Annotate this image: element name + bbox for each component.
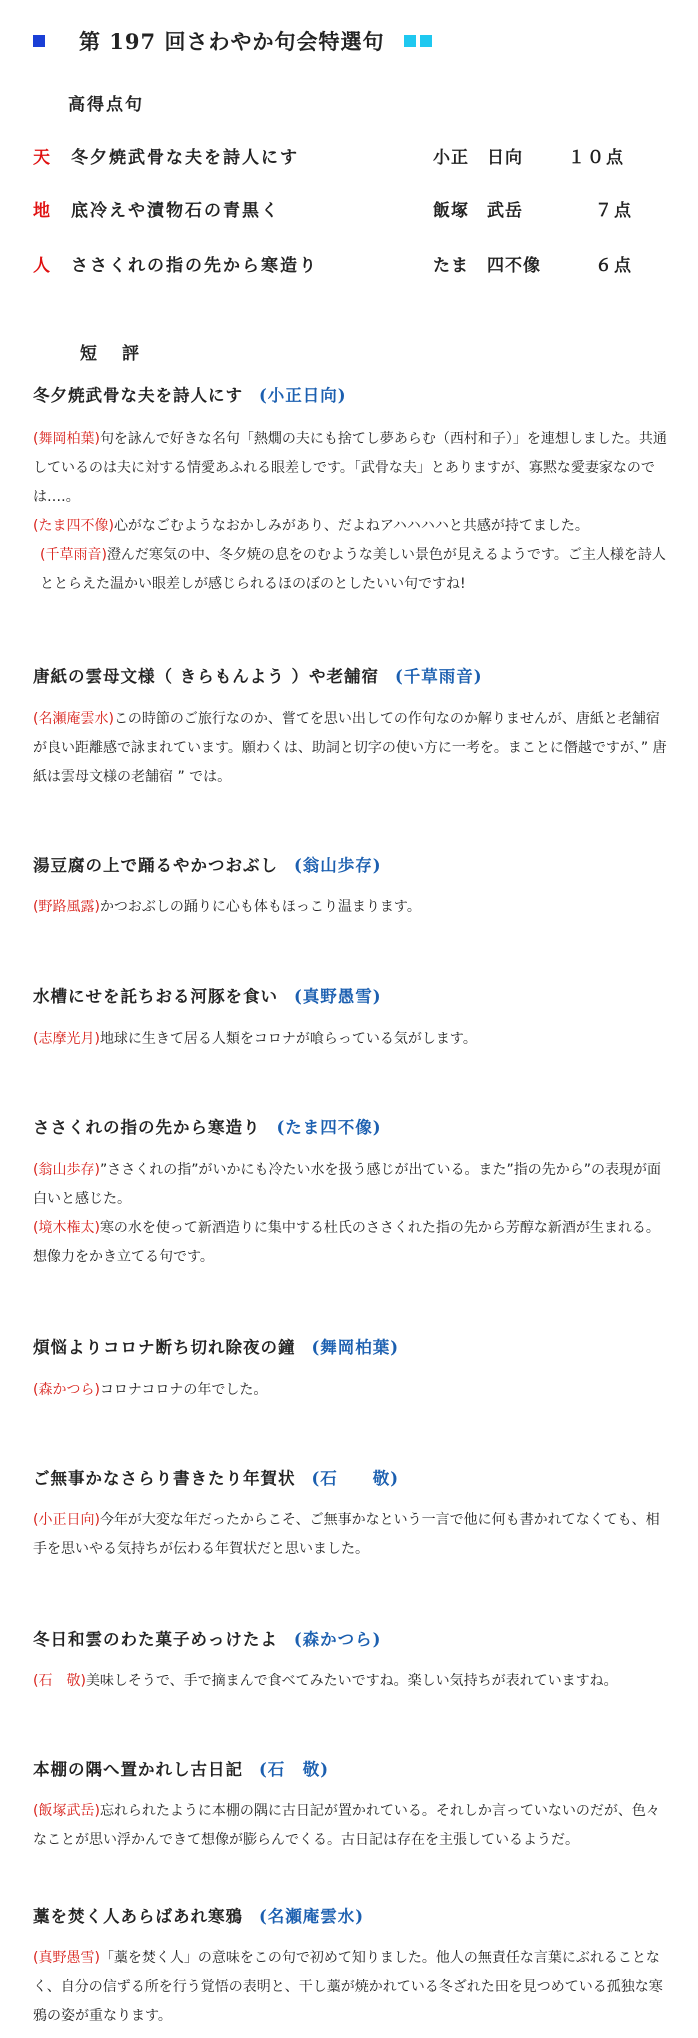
comment-text: 心がなごむようなおかしみがあり、だよねアハハハハと共感が持てました。 [113, 518, 589, 534]
comment [33, 512, 673, 541]
comment [33, 893, 673, 922]
poem-author: (真野愚雪) [294, 987, 382, 1006]
commenter: (石 敬) [33, 1673, 86, 1689]
page-header [33, 26, 432, 56]
poem-author: (石 敬) [259, 1760, 330, 1779]
rank-points: ７点 [595, 201, 633, 221]
comment-text: ”ささくれの指”がいかにも冷たい水を扱う感じが出ている。また”指の先から”の表現が面白いと感じた。 [33, 1162, 661, 1207]
section-comments [33, 1797, 673, 1855]
comment [33, 1214, 673, 1272]
poem-text: 冬夕焼武骨な夫を詩人にす [33, 386, 243, 405]
commenter: (真野愚雪) [33, 1950, 100, 1966]
rank-mark: 地 [33, 201, 50, 221]
rank-row-chi [33, 196, 673, 222]
comment-text: コロナコロナの年でした。 [99, 1382, 268, 1398]
commenter: (野路風露) [33, 899, 100, 915]
section-poem [33, 1903, 364, 1927]
comment [33, 1944, 673, 2031]
commenter: (千草雨音) [40, 547, 107, 563]
section-comments [33, 705, 673, 792]
poem-text: 本棚の隅へ置かれし古日記 [33, 1760, 243, 1779]
comment [33, 1376, 673, 1405]
blue-square-icon [33, 35, 45, 47]
comment [33, 425, 673, 512]
poem-author: (翁山歩存) [294, 856, 382, 875]
section-comments [33, 1667, 673, 1696]
comment-text: 澄んだ寒気の中、冬夕焼の息をのむような美しい景色が見えるようです。ご主人様を詩人ととらえた温かい眼差しが感じられるほのぼのとしたいい句ですね! [40, 547, 666, 592]
section-comments [33, 1944, 673, 2031]
commenter: (翁山歩存) [33, 1162, 100, 1178]
comment-text: 美味しそうで、手で摘まんで食べてみたいですね。楽しい気持ちが表れていますね。 [85, 1673, 618, 1689]
rank-poem: 底冷えや漬物石の青黒く [71, 201, 280, 221]
section-poem [33, 852, 382, 876]
poem-text: 藁を焚く人あらばあれ寒鴉 [33, 1907, 243, 1926]
cyan-square-icon [404, 35, 416, 47]
poem-author: (小正日向) [259, 386, 347, 405]
poem-author: (名瀬庵雲水) [259, 1907, 365, 1926]
poem-text: 湯豆腐の上で踊るやかつおぶし [33, 856, 278, 875]
commenter: (名瀬庵雲水) [33, 711, 114, 727]
rank-points: １０点 [568, 148, 625, 168]
commenter: (森かつら) [33, 1382, 100, 1398]
section-poem [33, 1334, 399, 1358]
comment [33, 1667, 673, 1696]
commenter: (小正日向) [33, 1512, 100, 1528]
poem-text: ささくれの指の先から寒造り [33, 1118, 261, 1137]
poem-text: 煩悩よりコロナ断ち切れ除夜の鐘 [33, 1338, 296, 1357]
section-comments [33, 1506, 673, 1564]
comment-text: 地球に生きて居る人類をコロナが喰らっている気がします。 [99, 1031, 477, 1047]
comment [33, 705, 673, 792]
commenter: (舞岡柏葉) [33, 431, 100, 447]
review-heading: 短 評 [80, 344, 143, 364]
comment [33, 1156, 673, 1214]
poem-author: (千草雨音) [395, 667, 483, 686]
poem-author: (たま四不像) [276, 1118, 382, 1137]
section-comments [33, 425, 673, 599]
poem-text: 水槽にせを託ちおる河豚を食い [33, 987, 278, 1006]
section-comments [33, 1376, 673, 1405]
comment-text: 寒の水を使って新酒造りに集中する杜氏のささくれた指の先から芳醇な新酒が生まれる。想像力をかき立てる句です。 [33, 1220, 660, 1265]
cyan-square-icon [420, 35, 432, 47]
section-comments [33, 1156, 673, 1272]
section-poem [33, 663, 483, 687]
rank-mark: 天 [33, 148, 50, 168]
section-comments [33, 893, 673, 922]
section-comments [33, 1025, 673, 1054]
rank-row-ten [33, 143, 673, 169]
section-poem [33, 1114, 382, 1138]
rank-author: たま 四不像 [433, 256, 541, 276]
comment-text: 句を詠んで好きな名句「熱燗の夫にも捨てし夢あらむ（西村和子）」を連想しました。共通しているのは夫に対する情愛あふれる眼差しです。「武骨な夫」とありますが、寡黙な愛妻家なのでは‥‥。 [33, 431, 667, 505]
page-title: 第 197 回さわやか句会特選句 [79, 29, 385, 54]
rank-mark: 人 [33, 256, 50, 276]
section-poem [33, 983, 382, 1007]
comment-text: かつおぶしの踊りに心も体もほっこり温まります。 [99, 899, 421, 915]
rank-poem: ささくれの指の先から寒造り [71, 256, 318, 276]
comment-text: 「藁を焚く人」の意味をこの句で初めて知りました。他人の無責任な言葉にぶれることなく、自分の信ずる所を行う覚悟の表明と、干し藁が焼かれている冬ざれた田を見つめている孤独な寒鴉の姿が重なります。 [33, 1950, 663, 2024]
rank-poem: 冬夕焼武骨な夫を詩人にす [71, 148, 299, 168]
comment-text: 忘れられたように本棚の隅に古日記が置かれている。それしか言っていないのだが、色々なことが思い浮かんできて想像が膨らんでくる。古日記は存在を主張しているようだ。 [33, 1803, 660, 1848]
poem-text: 冬日和雲のわた菓子めっけたよ [33, 1630, 278, 1649]
poem-author: (舞岡柏葉) [311, 1338, 400, 1357]
comment-text: 今年が大変な年だったからこそ、ご無事かなという一言で他に何も書かれてなくても、相手を思いやる気持ちが伝わる年賀状だと思いました。 [33, 1512, 660, 1557]
section-poem [33, 1465, 399, 1489]
comment-text: この時節のご旅行なのか、嘗てを思い出しての作句なのか解りませんが、唐紙と老舗宿が良い距離感で詠まれています。願わくは、助詞と切字の使い方に一考を。まことに僭越ですが、” 唐紙は雲母文様の老舗宿 ” では。 [33, 711, 667, 785]
section-poem [33, 1626, 381, 1650]
commenter: (飯塚武岳) [33, 1803, 100, 1819]
poem-author: (石 敬) [311, 1469, 400, 1488]
rank-points: ６点 [595, 256, 633, 276]
comment [33, 541, 673, 599]
comment [33, 1506, 673, 1564]
rank-row-jin [33, 251, 673, 277]
poem-author: (森かつら) [293, 1630, 382, 1649]
comment [33, 1797, 673, 1855]
poem-text: 唐紙の雲母文様（ きらもんよう ）や老舗宿 [33, 667, 379, 686]
rank-author: 飯塚 武岳 [433, 201, 523, 221]
commenter: (境木権太) [33, 1220, 100, 1236]
commenter: (たま四不像) [33, 518, 114, 534]
section-poem [33, 382, 347, 406]
poem-text: ご無事かなさらり書きたり年賀状 [33, 1469, 296, 1488]
section-poem [33, 1756, 329, 1780]
rank-author: 小正 日向 [433, 148, 523, 168]
commenter: (志摩光月) [33, 1031, 100, 1047]
comment [33, 1025, 673, 1054]
high-score-heading: 高得点句 [68, 95, 144, 115]
